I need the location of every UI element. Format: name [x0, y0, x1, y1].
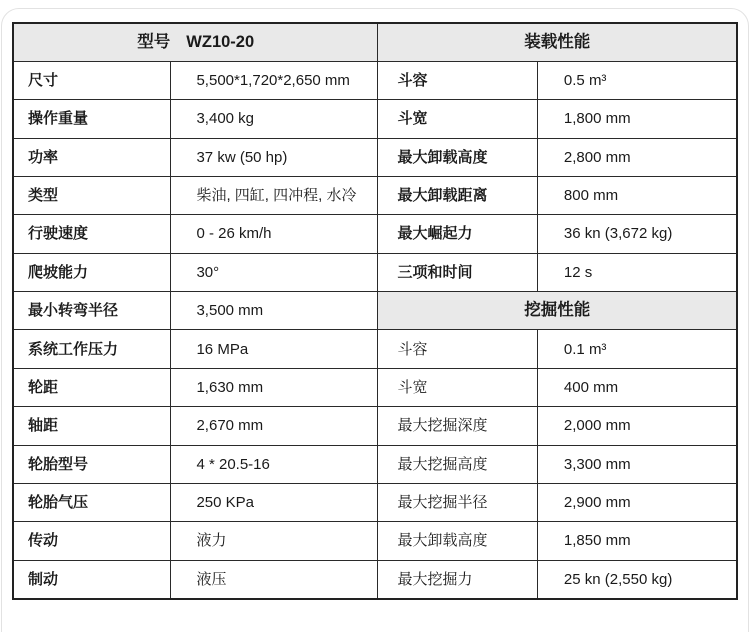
- row-label-left: 制动: [14, 561, 170, 598]
- row-value-left: 0 - 26 km/h: [171, 215, 377, 252]
- table-header-model: [14, 24, 377, 61]
- model-label: 型号: [137, 33, 171, 52]
- row-value-left: 3,500 mm: [171, 292, 377, 329]
- row-label-left: 最小转弯半径: [14, 292, 170, 329]
- table-header-loading: [378, 24, 736, 61]
- row-value-right: 2,800 mm: [538, 139, 736, 176]
- row-value-left: 2,670 mm: [171, 407, 377, 444]
- row-label-right: 最大卸载高度: [378, 522, 536, 559]
- row-value-left: 37 kw (50 hp): [171, 139, 377, 176]
- row-label-left: 轴距: [14, 407, 170, 444]
- row-label-right: 最大挖掘高度: [378, 446, 536, 483]
- row-label-left: 爬坡能力: [14, 254, 170, 291]
- row-label-right: 最大挖掘力: [378, 561, 536, 598]
- row-label-right: 最大挖掘深度: [378, 407, 536, 444]
- row-value-right: 3,300 mm: [538, 446, 736, 483]
- row-label-right: 斗容: [378, 330, 536, 367]
- row-label-left: 轮胎型号: [14, 446, 170, 483]
- row-label-left: 操作重量: [14, 100, 170, 137]
- row-value-left: 30°: [171, 254, 377, 291]
- loading-title: 装载性能: [524, 33, 591, 52]
- row-value-left: 5,500*1,720*2,650 mm: [171, 62, 377, 99]
- row-label-left: 传动: [14, 522, 170, 559]
- row-value-right: 800 mm: [538, 177, 736, 214]
- row-value-left: 1,630 mm: [171, 369, 377, 406]
- row-label-right: 最大挖掘半径: [378, 484, 536, 521]
- row-label-left: 类型: [14, 177, 170, 214]
- row-value-left: 16 MPa: [171, 330, 377, 367]
- row-label-right: 三项和时间: [378, 254, 536, 291]
- row-value-right: 25 kn (2,550 kg): [538, 561, 736, 598]
- row-value-right: 12 s: [538, 254, 736, 291]
- model-value: WZ10-20: [186, 33, 255, 52]
- row-label-left: 轮距: [14, 369, 170, 406]
- row-label-left: 尺寸: [14, 62, 170, 99]
- row-label-right: 斗容: [378, 62, 536, 99]
- row-value-right: 36 kn (3,672 kg): [538, 215, 736, 252]
- row-value-right: 1,850 mm: [538, 522, 736, 559]
- row-value-right: 400 mm: [538, 369, 736, 406]
- row-label-left: 系统工作压力: [14, 330, 170, 367]
- row-label-right: 最大卸载高度: [378, 139, 536, 176]
- row-label-right: 斗宽: [378, 100, 536, 137]
- table-header-digging: 挖掘性能: [378, 292, 736, 329]
- spec-table: [12, 22, 738, 600]
- row-label-left: 行驶速度: [14, 215, 170, 252]
- row-label-right: 最大卸载距离: [378, 177, 536, 214]
- row-value-left: 柴油, 四缸, 四冲程, 水冷: [171, 177, 377, 214]
- row-label-right: 最大崛起力: [378, 215, 536, 252]
- row-value-right: 2,000 mm: [538, 407, 736, 444]
- row-value-left: 4 * 20.5-16: [171, 446, 377, 483]
- row-value-right: 0.1 m³: [538, 330, 736, 367]
- row-value-left: 液力: [171, 522, 377, 559]
- row-label-right: 斗宽: [378, 369, 536, 406]
- row-value-right: 0.5 m³: [538, 62, 736, 99]
- row-value-left: 液压: [171, 561, 377, 598]
- row-value-right: 1,800 mm: [538, 100, 736, 137]
- row-label-left: 轮胎气压: [14, 484, 170, 521]
- row-value-left: 3,400 kg: [171, 100, 377, 137]
- row-value-right: 2,900 mm: [538, 484, 736, 521]
- row-label-left: 功率: [14, 139, 170, 176]
- row-value-left: 250 KPa: [171, 484, 377, 521]
